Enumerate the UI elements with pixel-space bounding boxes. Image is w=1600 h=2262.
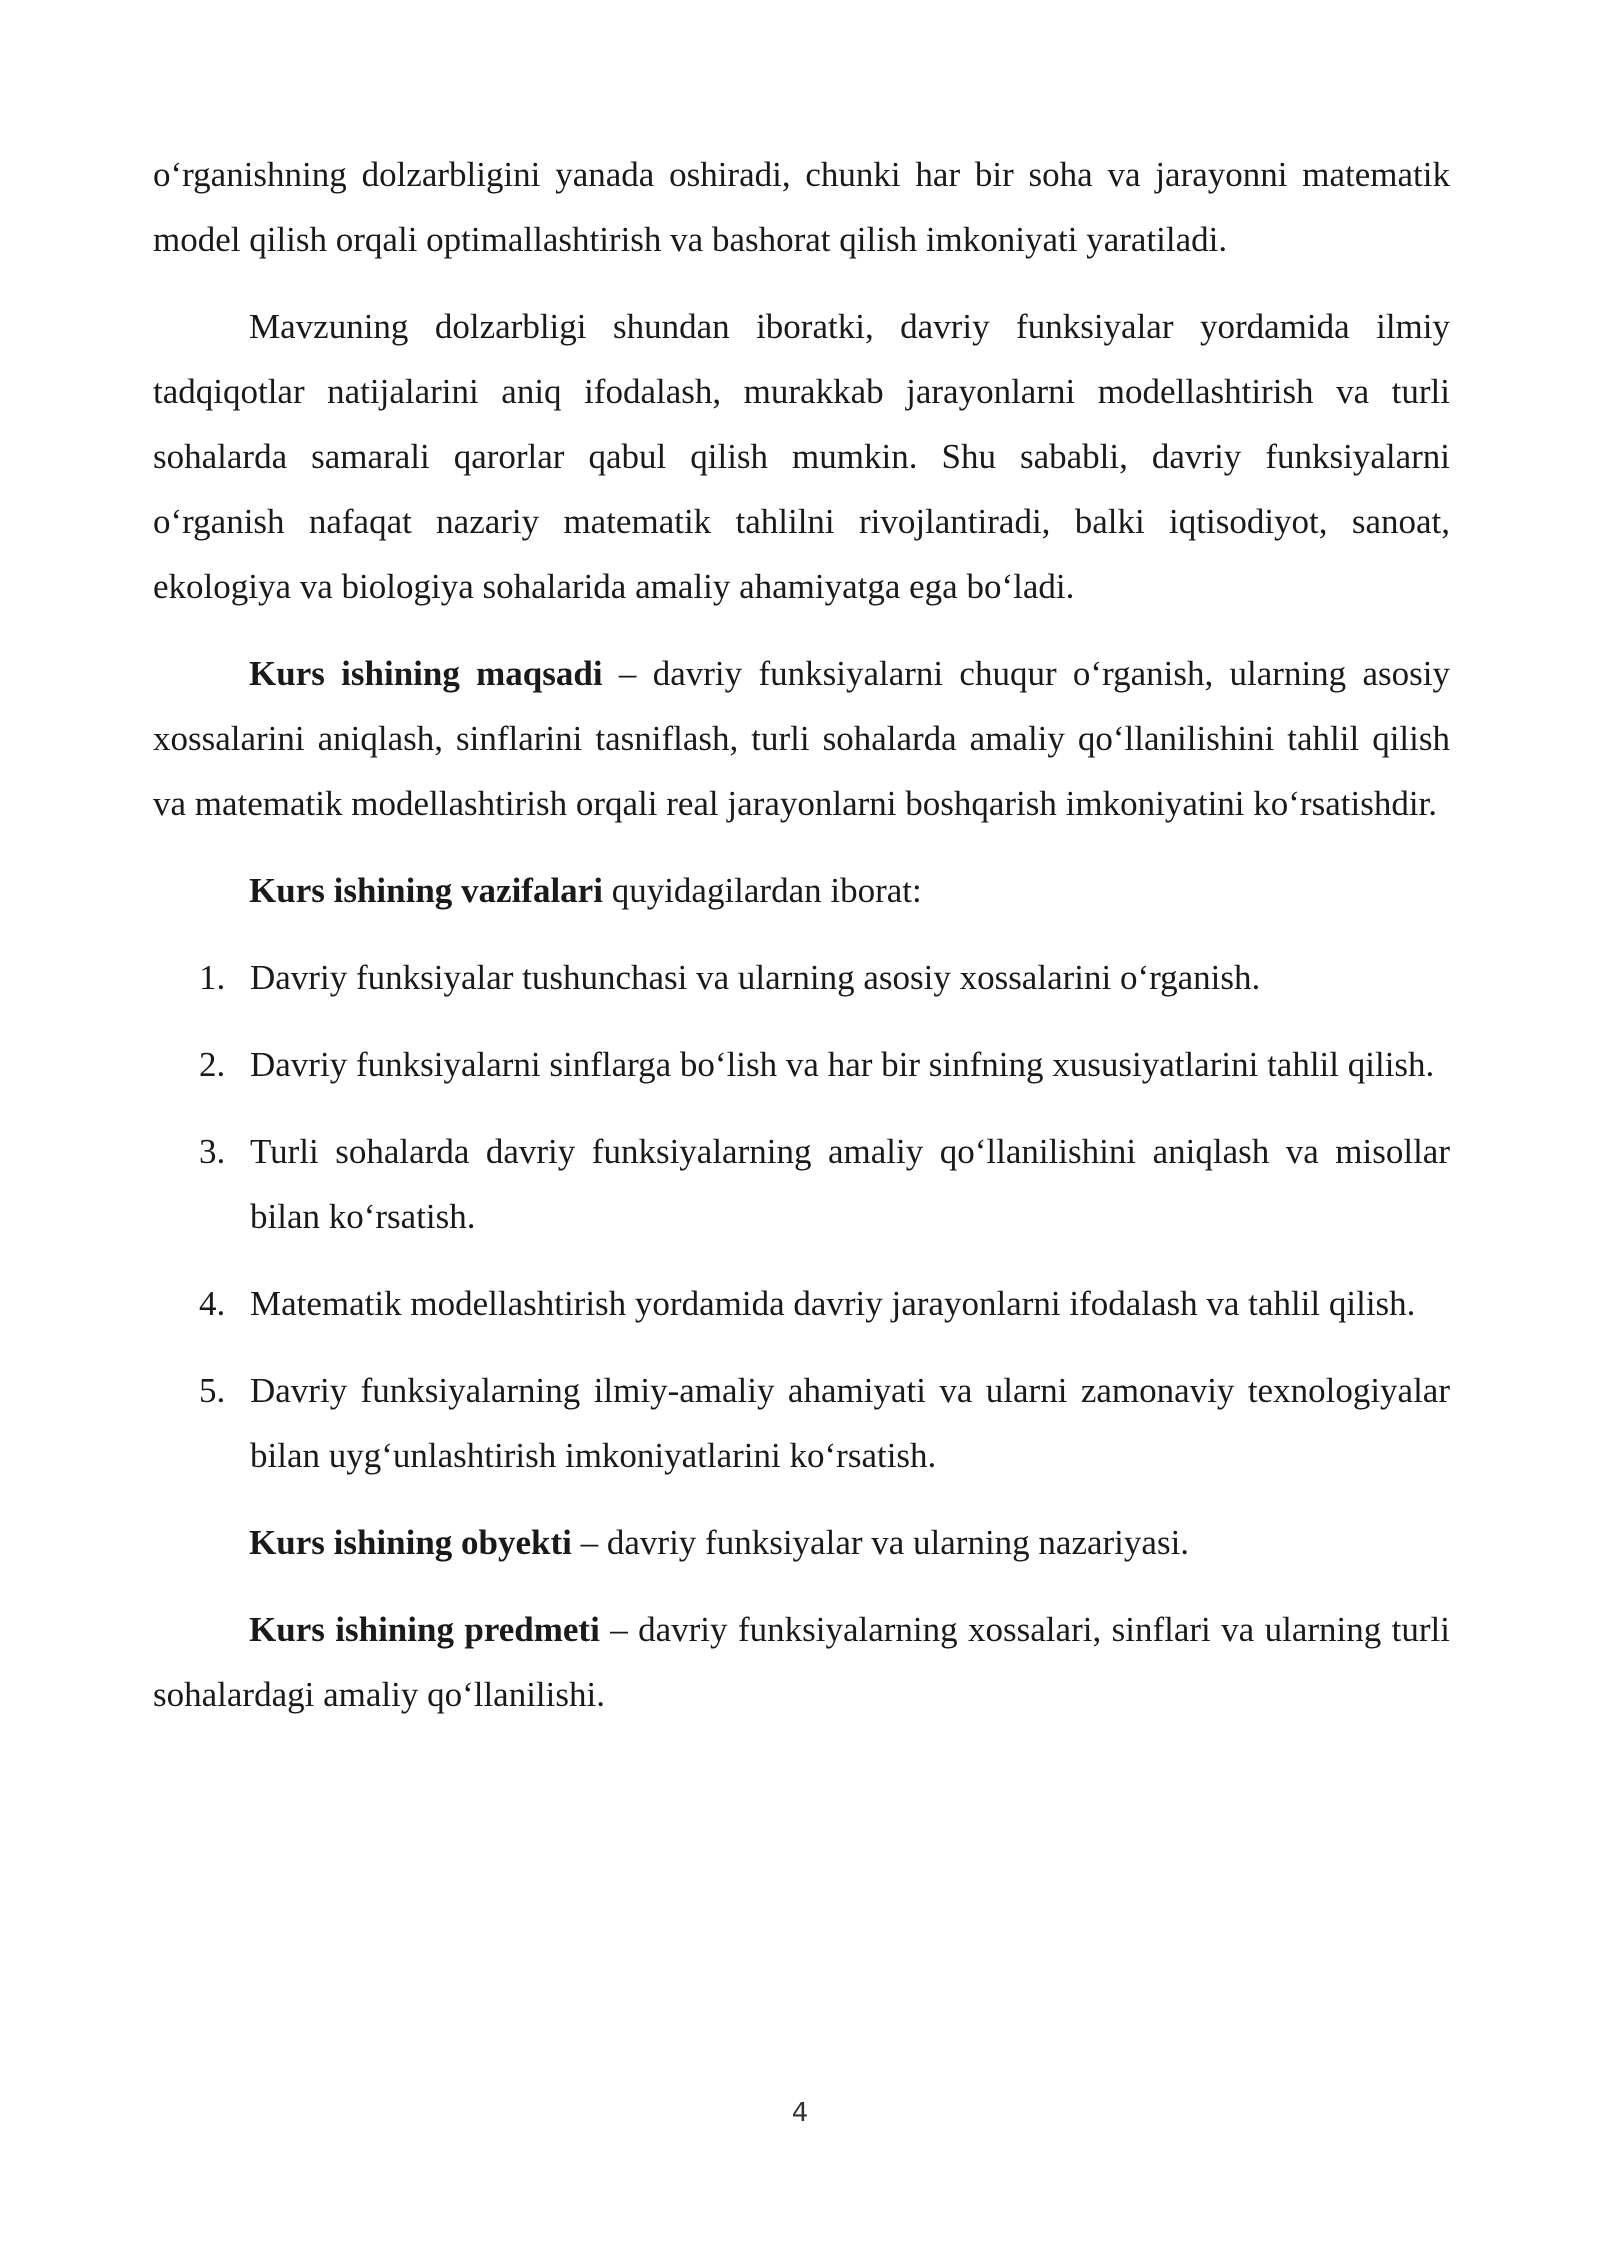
paragraph-relevance: Mavzuning dolzarbligi shundan iboratki, davriy funksiyalar yordamida ilmiy tadqiqotlar natijalarini aniq ifodalash, murakkab jarayonlarni modellashtirish va turli sohalarda samarali qarorlar qabul qilish mumkin. Shu sababli, davriy funksiyalarni o‘rganish nafaqat nazariy matematik tahlilni rivojlantiradi, balki iqtisodiyot, sanoat, ekologiya va biologiya sohalarida amaliy ahamiyatga ega bo‘ladi.: [153, 307, 1450, 606]
list-item-number: 1.: [199, 958, 226, 997]
tasks-list: [153, 945, 1450, 1488]
list-item-text: Davriy funksiyalarni sinflarga bo‘lish va har bir sinfning xususiyatlarini tahlil qilish.: [250, 1045, 1435, 1084]
paragraph-subject: [153, 1597, 1450, 1727]
list-item-number: 4.: [199, 1284, 226, 1323]
subject-label: Kurs ishining predmeti: [249, 1610, 600, 1649]
document-page: [153, 142, 1450, 1749]
list-item-number: 2.: [199, 1045, 226, 1084]
list-item-text: Davriy funksiyalarning ilmiy-amaliy ahamiyati va ularni zamonaviy texnologiyalar bilan uyg‘unlashtirish imkoniyatlarini ko‘rsatish.: [250, 1371, 1450, 1475]
object-text: – davriy funksiyalar va ularning nazariyasi.: [571, 1523, 1190, 1562]
list-item: [153, 1032, 1450, 1097]
list-item: [153, 1358, 1450, 1488]
list-item-text: Matematik modellashtirish yordamida davriy jarayonlarni ifodalash va tahlil qilish.: [250, 1284, 1416, 1323]
page-number: 4: [791, 2098, 809, 2128]
object-label: Kurs ishining obyekti: [249, 1523, 572, 1562]
list-item-text: Turli sohalarda davriy funksiyalarning amaliy qo‘llanilishini aniqlash va misollar bilan ko‘rsatish.: [250, 1132, 1450, 1236]
list-item-text: Davriy funksiyalar tushunchasi va ularning asosiy xossalarini o‘rganish.: [250, 958, 1261, 997]
paragraph-object: [153, 1510, 1450, 1575]
paragraph-continuation: o‘rganishning dolzarbligini yanada oshiradi, chunki har bir soha va jarayonni matematik model qilish orqali optimallashtirish va bashorat qilish imkoniyati yaratiladi.: [153, 155, 1450, 259]
tasks-label: Kurs ishining vazifalari: [249, 871, 603, 910]
list-item-number: 3.: [199, 1132, 226, 1171]
paragraph-tasks-intro: [153, 858, 1450, 923]
list-item: [153, 1271, 1450, 1336]
list-item-number: 5.: [199, 1371, 226, 1410]
list-item: [153, 1119, 1450, 1249]
goal-text: – davriy funksiyalarni chuqur o‘rganish, ularning asosiy xossalarini aniqlash, sinflarini tasniflash, turli sohalarda amaliy qo‘llanilishini tahlil qilish va matematik modellashtirish orqali real jarayonlarni boshqarish imkoniyatini ko‘rsatishdir.: [153, 654, 1450, 823]
goal-label: Kurs ishining maqsadi: [249, 654, 603, 693]
tasks-intro-text: quyidagilardan iborat:: [602, 871, 922, 910]
paragraph-goal: [153, 641, 1450, 836]
subject-text: – davriy funksiyalarning xossalari, sinflari va ularning turli sohalardagi amaliy qo‘llanilishi.: [153, 1610, 1450, 1714]
list-item: [153, 945, 1450, 1010]
